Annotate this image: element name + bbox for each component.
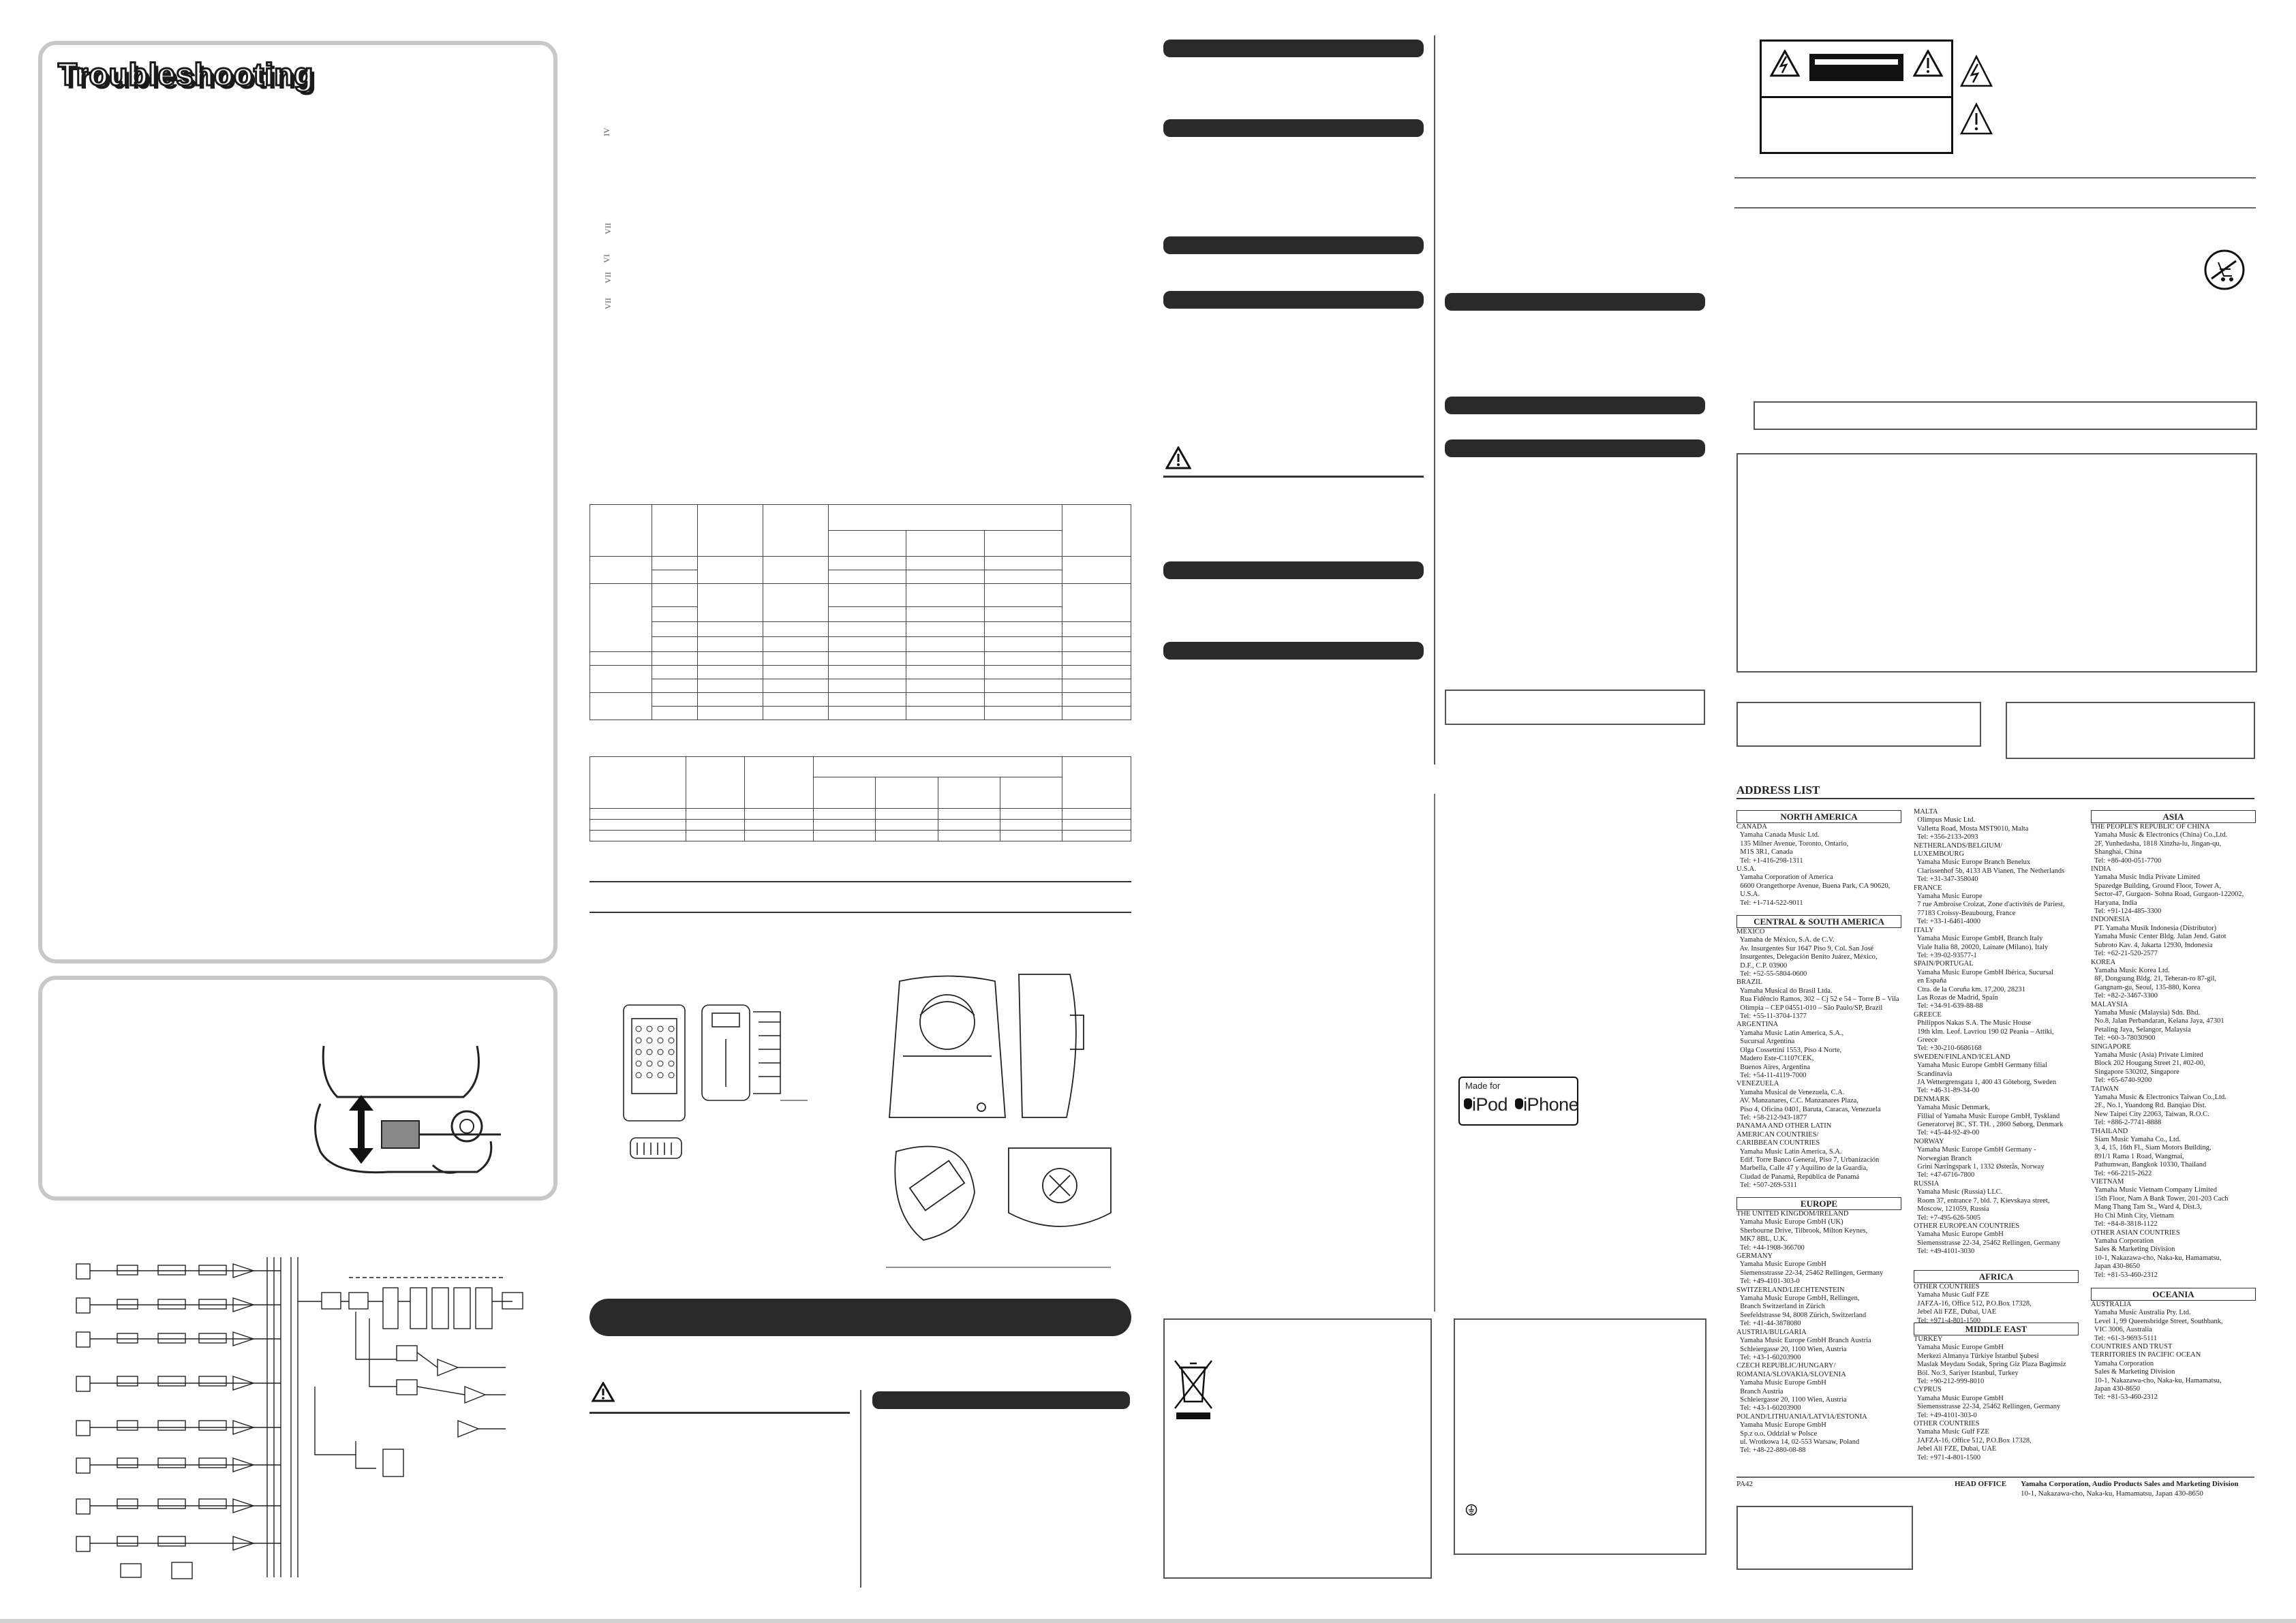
col3-bar-1 — [1163, 40, 1424, 57]
region-europe: EUROPE — [1736, 1197, 1901, 1210]
block-diagram — [56, 1250, 533, 1591]
warning-icon — [592, 1382, 615, 1402]
apple-icon-2 — [1515, 1098, 1523, 1109]
column-divider-3 — [1434, 794, 1435, 1312]
column-divider-1 — [860, 1390, 861, 1588]
col3-bar-6 — [1163, 642, 1424, 660]
warning-rule-2 — [1163, 476, 1424, 478]
col3-bar-5 — [1163, 561, 1424, 579]
column2-bar-2 — [872, 1391, 1130, 1409]
column2-rule-2 — [590, 912, 1131, 913]
roman-mark-1: IV — [601, 127, 611, 136]
exclamation-warning-icon — [1959, 102, 1993, 136]
col4-bar-1 — [1445, 293, 1705, 311]
column2-rule-1 — [590, 881, 1131, 882]
notice-box-2 — [1736, 453, 2257, 673]
made-for-ipod-iphone-badge — [1458, 1077, 1578, 1126]
knob-illustration — [307, 1039, 504, 1179]
notice-box-4 — [2006, 702, 2255, 759]
notice-box-3 — [1736, 702, 1981, 747]
badge-made-for: Made for — [1465, 1081, 1501, 1091]
weee-notice-box — [1163, 1318, 1432, 1579]
lightning-warning-icon — [1959, 55, 1993, 89]
head-office-address: 10-1, Nakazawa-cho, Naka-ku, Hamamatsu, Japan 430-8650 — [2021, 1489, 2203, 1498]
address-list-title: ADDRESS LIST — [1736, 784, 1820, 797]
ground-symbol-icon — [1465, 1504, 1478, 1516]
speaker-front-view — [886, 968, 1124, 1281]
address-col2-africa: OTHER COUNTRIES Yamaha Music Gulf FZE JAFZA-16, Office 512, P.O.Box 17328, Jebel Ali FZE, Dubai, UAE Tel: +971-4-801-1500 — [1914, 1283, 2032, 1325]
spec-table-2 — [590, 756, 1131, 841]
col4-bar-2 — [1445, 397, 1705, 414]
region-oceania: OCEANIA — [2091, 1288, 2256, 1301]
head-office-label: HEAD OFFICE — [1955, 1480, 2007, 1488]
region-middle-east: MIDDLE EAST — [1914, 1323, 2079, 1335]
notice-box-1 — [1754, 401, 2257, 430]
cart-warning-icon — [2203, 249, 2246, 291]
col3-bar-4 — [1163, 291, 1424, 309]
page-bottom-edge — [0, 1619, 2296, 1623]
region-north-america: NORTH AMERICA — [1736, 810, 1901, 823]
caution-white-strip — [1815, 59, 1898, 65]
region-africa: AFRICA — [1914, 1270, 2079, 1283]
safety-rule-2 — [1734, 207, 2256, 208]
apple-icon — [1464, 1098, 1472, 1109]
caution-label-box — [1760, 40, 1953, 154]
exclamation-icon — [1913, 50, 1943, 77]
address-col2-middle-east: TURKEY Yamaha Music Europe GmbH Merkezi Almanya Türkiye İstanbul Şubesi Maslak Meydanı Sodak, Spring Giz Plaza Bagimsiz Böl. No:3, Sariyer Istanbul, Turkey Tel: +90-212-999-8010 CYPRUS Yamaha Music Europe GmbH Siemensstrasse 22-34, 25462 Rellingen, Germany Tel: +49-4101-303-0 OTHER COUNTRIES Yamaha Music Gulf FZE JAFZA-16, Office 512, P.O.Box 17328, Jebel Ali FZE, Dubai, UAE Tel: +971-4-801-1500 — [1914, 1335, 2066, 1462]
address-col2-europe: MALTA Olimpus Music Ltd. Valletta Road, Mosta MST9010, Malta Tel: +356-2133-2093 NETHERLANDS/BELGIUM/ LUXEMBOURG Yamaha Music Europe Branch Benelux Clarissenhof 5b, 4133 AB Vianen, The Netherlands Tel: +31-347-358040 FRANCE Yamaha Music Europe 7 rue Ambroise Croizat, Zone d'activités de Pariest, 77183 Croissy-Beaubourg, France Tel: +33-1-6461-4000 ITALY Yamaha Music Europe GmbH, Branch Italy Viale Italia 88, 20020, Lainate (Milano), Italy Tel: +39-02-93577-1 SPAIN/PORTUGAL Yamaha Music Europe GmbH Ibérica, Sucursal en España Ctra. de la Coruña km. 17,200, 28231 Las Rozas de Madrid, Spain Tel: +34-91-639-88-88 GREECE Philippos Nakas S.A. The Music House 19th klm. Leof. Lavriou 190 02 Peania – Attiki, Greece Tel: +30-210-6686168 SWEDEN/FINLAND/ICELAND Yamaha Music Europe GmbH Germany filial Scandinavia JA Wettergrensgata 1, 400 43 Göteborg, Sweden Tel: +46-31-89-34-00 DENMARK Yamaha Music Denmark, Fillial of Yamaha Music Europe GmbH, Tyskland Generatorvej 8C, ST. TH. , 2860 Søborg, Denmark Tel: +45-44-92-49-00 NORWAY Yamaha Music Europe GmbH Germany - Norwegian Branch Grini Næringspark 1, 1332 Østerås, Norway Tel: +47-6716-7800 RUSSIA Yamaha Music (Russia) LLC. Room 37, entrance 7, bld. 7, Kievskaya street, Moscow, 121059, Russia Tel: +7-495-626-5005 OTHER EUROPEAN COUNTRIES Yamaha Music Europe GmbH Siemensstrasse 22-34, 25462 Rellingen, Germany Tel: +49-4101-3030 — [1914, 808, 2065, 1256]
col3-bar-2 — [1163, 119, 1424, 137]
spec-table-1 — [590, 504, 1131, 720]
address-col1-latin-america: MEXICO Yamaha de México, S.A. de C.V. Av. Insurgentes Sur 1647 Piso 9, Col. San José Insurgentes, Delegación Benito Juárez, México, D.F., C.P. 03900 Tel: +52-55-5804-0600 BRAZIL Yamaha Musical do Brasil Ltda. Rua Fidêncio Ramos, 302 – Cj 52 e 54 – Torre B – Vila Olímpia – CEP 04551-010 – São Paulo/SP, Brazil Tel: +55-11-3704-1377 ARGENTINA Yamaha Music Latin America, S.A., Sucursal Argentina Olga Cossettini 1553, Piso 4 Norte, Madero Este-C1107CEK, Buenos Aires, Argentina Tel: +54-11-4119-7000 VENEZUELA Yamaha Musical de Venezuela, C.A. AV. Manzanares, C.C. Manzanares Plaza, Piso 4, Oficina 0401, Baruta, Caracas, Venezuela Tel: +58-212-943-1877 PANAMA AND OTHER LATIN AMERICAN COUNTRIES/ CARIBBEAN COUNTRIES Yamaha Music Latin America, S.A. Edif. Torre Banco General, Piso 7, Urbanización Marbella, Calle 47 y Aquilino de la Guardia, Ciudad de Panamá, República de Panamá Tel: +507-269-5311 — [1736, 928, 1899, 1190]
col4-bar-3 — [1445, 439, 1705, 457]
address-col1-north-america: CANADA Yamaha Canada Music Ltd. 135 Milner Avenue, Toronto, Ontario, M1S 3R1, Canada Tel: +1-416-298-1311 U.S.A. Yamaha Corporation of America 6600 Orangethorpe Avenue, Buena Park, CA 90620, U.S.A. Tel: +1-714-522-9011 — [1736, 823, 1891, 907]
lightning-flash-icon — [1770, 50, 1800, 77]
address-col1-europe: THE UNITED KINGDOM/IRELAND Yamaha Music Europe GmbH (UK) Sherbourne Drive, Tilbrook, Milton Keynes, MK7 8BL, U.K. Tel: +44-1908-366700 GERMANY Yamaha Music Europe GmbH Siemensstrasse 22-34, 25462 Rellingen, Germany Tel: +49-4101-303-0 SWITZERLAND/LIECHTENSTEIN Yamaha Music Europe GmbH, Rellingen, Branch Switzerland in Zürich Seefeldstrasse 94, 8008 Zürich, Switzerland Tel: +41-44-3878080 AUSTRIA/BULGARIA Yamaha Music Europe GmbH Branch Austria Schleiergasse 20, 1100 Wien, Austria Tel: +43-1-60203900 CZECH REPUBLIC/HUNGARY/ ROMANIA/SLOVAKIA/SLOVENIA Yamaha Music Europe GmbH Branch Austria Schleiergasse 20, 1100 Wien, Austria Tel: +43-1-60203900 POLAND/LITHUANIA/LATVIA/ESTONIA Yamaha Music Europe GmbH Sp.z o.o. Oddział w Polsce ul. Wrotkowa 14, 02-553 Warsaw, Poland Tel: +48-22-880-08-88 — [1736, 1210, 1884, 1455]
roman-mark-4: VII — [602, 272, 613, 283]
column2-heading-bar — [590, 1299, 1131, 1336]
troubleshooting-title: Troubleshooting — [58, 57, 314, 92]
footer-code: PA42 — [1736, 1480, 1754, 1488]
column-divider-2 — [1434, 35, 1435, 764]
head-office-name: Yamaha Corporation, Audio Products Sales and Marketing Division — [2021, 1480, 2239, 1488]
badge-ipod: iPod — [1472, 1094, 1508, 1115]
weee-bin-icon — [1172, 1359, 1214, 1421]
col4-note-box — [1445, 690, 1705, 725]
roman-mark-2: VII — [602, 223, 613, 234]
badge-iphone: iPhone — [1523, 1094, 1579, 1115]
ground-notice-box — [1454, 1318, 1706, 1555]
roman-mark-5: VII — [602, 298, 613, 309]
col3-bar-3 — [1163, 236, 1424, 254]
speaker-rear-view — [617, 998, 821, 1169]
region-asia: ASIA — [2091, 810, 2256, 823]
roman-mark-3: VI — [601, 254, 611, 263]
troubleshooting-panel — [38, 41, 557, 963]
footer-rule — [1736, 1477, 2254, 1478]
footer-stamp-box — [1736, 1506, 1913, 1570]
caution-black-label — [1809, 54, 1903, 81]
region-central-south-america: CENTRAL & SOUTH AMERICA — [1736, 915, 1901, 928]
address-col3-asia: THE PEOPLE'S REPUBLIC OF CHINA Yamaha Music & Electronics (China) Co.,Ltd. 2F, Yunhedasha, 1818 Xinzha-lu, Jingan-qu, Shanghai, China Tel: +86-400-051-7700 INDIA Yamaha Music India Private Limited Spazedge Building, Ground Floor, Tower A, Sector-47, Gurgaon- Sohna Road, Gurgaon-122002, Haryana, India Tel: +91-124-485-3300 INDONESIA PT. Yamaha Musik Indonesia (Distributor) Yamaha Music Center Bldg. Jalan Jend. Gatot Subroto Kav. 4, Jakarta 12930, Indonesia Tel: +62-21-520-2577 KOREA Yamaha Music Korea Ltd. 8F, Dongsung Bldg. 21, Teheran-ro 87-gil, Gangnam-gu, Seoul, 135-880, Korea Tel: +82-2-3467-3300 MALAYSIA Yamaha Music (Malaysia) Sdn. Bhd. No.8, Jalan Perbandaran, Kelana Jaya, 47301 Petaling Jaya, Selangor, Malaysia Tel: +60-3-78030900 SINGAPORE Yamaha Music (Asia) Private Limited Block 202 Hougang Street 21, #02-00, Singapore 530202, Singapore Tel: +65-6740-9200 TAIWAN Yamaha Music & Electronics Taiwan Co.,Ltd. 2F., No.1, Yuandong Rd. Banqiao Dist. New Taipei City 22063, Taiwan, R.O.C. Tel: +886-2-7741-8888 THAILAND Siam Music Yamaha Co., Ltd. 3, 4, 15, 16th Fl., Siam Motors Building, 891/1 Rama 1 Road, Wangmai, Pathumwan, Bangkok 10330, Thailand Tel: +66-2215-2622 VIETNAM Yamaha Music Vietnam Company Limited 15th Floor, Nam A Bank Tower, 201-203 Cach Mang Thang Tam St., Ward 4, Dist.3, Ho Chi Minh City, Vietnam Tel: +84-8-3818-1122 OTHER ASIAN COUNTRIES Yamaha Corporation Sales & Marketing Division 10-1, Nakazawa-cho, Naka-ku, Hamamatsu, Japan 430-8650 Tel: +81-53-460-2312 — [2091, 823, 2244, 1279]
address-col3-oceania: AUSTRALIA Yamaha Music Australia Pty. Ltd. Level 1, 99 Queensbridge Street, Southbank, VIC 3006, Australia Tel: +61-3-9693-5111 COUNTRIES AND TRUST TERRITORIES IN PACIFIC OCEAN Yamaha Corporation Sales & Marketing Division 10-1, Nakazawa-cho, Naka-ku, Hamamatsu, Japan 430-8650 Tel: +81-53-460-2312 — [2091, 1301, 2223, 1402]
warning-icon-2 — [1165, 446, 1191, 469]
warning-rule-1 — [590, 1412, 850, 1414]
safety-rule-1 — [1734, 177, 2256, 179]
address-title-rule — [1736, 798, 2254, 799]
